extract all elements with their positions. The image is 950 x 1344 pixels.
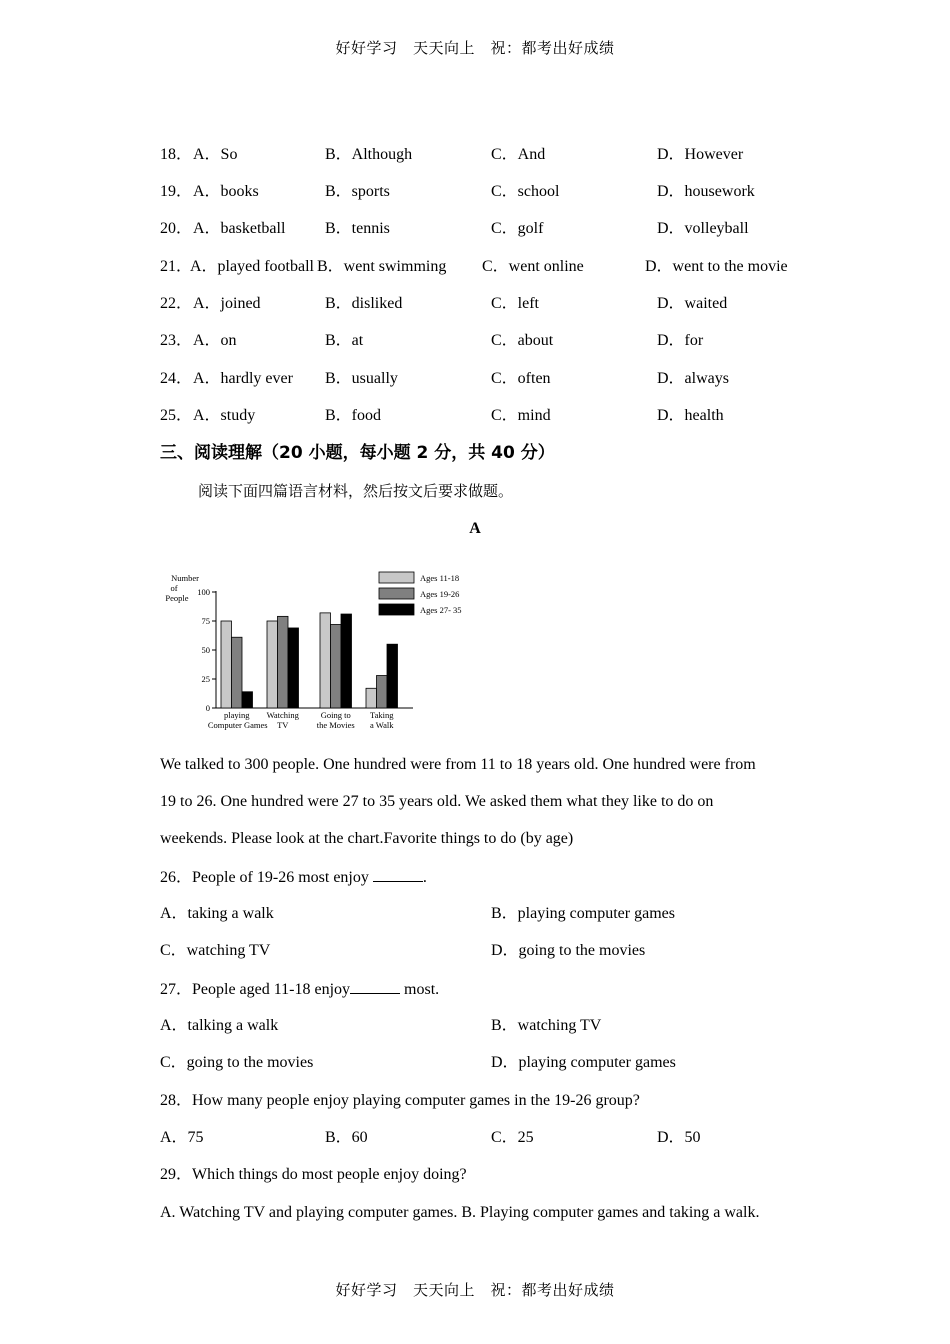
q26-option-d: D．going to the movies <box>491 942 646 959</box>
legend-label: Ages 19-26 <box>420 589 460 599</box>
question-stem: 27．People aged 11-18 enjoy <box>160 981 351 998</box>
x-tick-label: a Walk <box>370 720 394 730</box>
question-stem: 26．People of 19-26 most enjoy <box>160 869 373 886</box>
question-29: 29．Which things do most people enjoy doing? <box>160 1166 467 1183</box>
bar-1-series-2 <box>232 637 243 708</box>
question-number: 23． <box>160 332 193 349</box>
cloze-row-25 <box>160 406 800 426</box>
option-a: A．hardly ever <box>193 370 293 387</box>
option-d: D．always <box>657 370 729 387</box>
cloze-row-24 <box>160 369 800 389</box>
bar-1-series-3 <box>242 692 253 708</box>
question-number: 24． <box>160 370 193 387</box>
y-tick-label: 100 <box>197 587 210 597</box>
legend <box>379 572 462 615</box>
option-b: B．tennis <box>325 220 390 237</box>
legend-swatch <box>379 604 414 615</box>
y-ticks <box>197 587 216 713</box>
q28-option-a: A．75 <box>160 1129 204 1146</box>
option-c: C．school <box>491 183 560 200</box>
option-b: B．usually <box>325 370 398 387</box>
option-a: A．So <box>193 146 238 163</box>
passage-label: A <box>469 520 481 537</box>
option-d: D．However <box>657 146 744 163</box>
option-d: D．waited <box>657 295 728 312</box>
q26-option-b: B．playing computer games <box>491 905 675 922</box>
bar-4-series-3 <box>387 644 398 708</box>
x-tick-label: the Movies <box>316 720 355 730</box>
q27-option-d: D．playing computer games <box>491 1054 676 1071</box>
bars <box>221 613 398 708</box>
y-axis-label-line: of <box>170 583 178 593</box>
bar-1-series-1 <box>221 621 232 708</box>
q27-option-b: B．watching TV <box>491 1017 602 1034</box>
q27-option-c: C．going to the movies <box>160 1054 314 1071</box>
option-b: B．went swimming <box>317 258 447 275</box>
question-number: 21． <box>160 258 193 275</box>
q26-option-c: C．watching TV <box>160 942 271 959</box>
option-b: B．Although <box>325 146 413 163</box>
cloze-row-22 <box>160 294 800 314</box>
bar-3-series-3 <box>341 614 352 708</box>
q28-option-c: C．25 <box>491 1129 534 1146</box>
question-28: 28．How many people enjoy playing computer games in the 19-26 group? <box>160 1092 640 1109</box>
option-a: A．books <box>193 183 259 200</box>
option-d: D．went to the movie <box>645 258 788 275</box>
question-number: 19． <box>160 183 193 200</box>
x-tick-labels <box>208 710 394 730</box>
bar-2-series-2 <box>278 616 289 708</box>
q27-option-a: A．talking a walk <box>160 1017 279 1034</box>
option-d: D．health <box>657 407 724 424</box>
section-title: 三、阅读理解（20 小题，每小题 2 分，共 40 分） <box>160 443 555 463</box>
question-27 <box>160 979 439 1000</box>
cloze-row-21 <box>160 257 800 277</box>
cloze-row-19 <box>160 182 800 202</box>
option-d: D．housework <box>657 183 755 200</box>
y-tick-label: 75 <box>201 616 210 626</box>
bar-chart <box>160 566 480 738</box>
question-number: 18． <box>160 146 193 163</box>
option-b: B．sports <box>325 183 390 200</box>
section-instruction: 阅读下面四篇语言材料，然后按文后要求做题。 <box>198 482 514 500</box>
option-b: B．disliked <box>325 295 403 312</box>
page-footer: 好好学习 天天向上 祝：都考出好成绩 <box>335 1281 615 1299</box>
x-tick-label: TV <box>277 720 289 730</box>
y-axis-label-line: People <box>165 593 189 603</box>
x-tick-label: Watching <box>266 710 299 720</box>
passage-line: 19 to 26. One hundred were 27 to 35 years old. We asked them what they like to do on <box>160 793 714 810</box>
q28-option-d: D．50 <box>657 1129 701 1146</box>
legend-swatch <box>379 572 414 583</box>
passage-line: weekends. Please look at the chart.Favorite things to do (by age) <box>160 830 574 847</box>
q28-option-b: B．60 <box>325 1129 368 1146</box>
option-a: A．joined <box>193 295 261 312</box>
question-26 <box>160 867 427 888</box>
q26-option-a: A．taking a walk <box>160 905 274 922</box>
question-number: 20． <box>160 220 193 237</box>
question-stem-end: . <box>422 869 427 886</box>
cloze-row-23 <box>160 331 800 351</box>
option-c: C．left <box>491 295 539 312</box>
option-c: C．mind <box>491 407 551 424</box>
y-axis-label-line: Number <box>171 573 199 583</box>
option-d: D．for <box>657 332 704 349</box>
x-tick-label: Computer Games <box>207 720 268 730</box>
bar-3-series-2 <box>331 624 342 708</box>
y-axis-label <box>165 573 199 603</box>
option-a: A．basketball <box>193 220 286 237</box>
bar-2-series-1 <box>267 621 278 708</box>
bar-3-series-1 <box>320 613 331 708</box>
q29-options: A. Watching TV and playing computer games. B. Playing computer games and taking a walk. <box>160 1204 760 1221</box>
bar-4-series-2 <box>377 676 388 708</box>
x-tick-label: playing <box>224 710 250 720</box>
legend-label: Ages 11-18 <box>420 573 460 583</box>
page-header: 好好学习 天天向上 祝：都考出好成绩 <box>335 39 615 57</box>
x-tick-label: Taking <box>370 710 394 720</box>
answer-blank <box>350 979 400 994</box>
option-d: D．volleyball <box>657 220 749 237</box>
y-tick-label: 0 <box>205 703 210 713</box>
option-c: C．about <box>491 332 554 349</box>
legend-label: Ages 27- 35 <box>420 605 462 615</box>
cloze-row-18 <box>160 145 800 165</box>
option-c: C．And <box>491 146 546 163</box>
y-tick-label: 50 <box>201 645 210 655</box>
passage-line: We talked to 300 people. One hundred were from 11 to 18 years old. One hundred were from <box>160 756 756 773</box>
bar-2-series-3 <box>288 628 299 708</box>
x-tick-label: Going to <box>320 710 351 720</box>
option-b: B．at <box>325 332 364 349</box>
legend-swatch <box>379 588 414 599</box>
option-c: C．often <box>491 370 551 387</box>
cloze-row-20 <box>160 219 800 239</box>
answer-blank <box>373 867 423 882</box>
option-c: C．golf <box>491 220 544 237</box>
option-b: B．food <box>325 407 382 424</box>
y-tick-label: 25 <box>201 674 210 684</box>
option-c: C．went online <box>482 258 584 275</box>
option-a: A．played football <box>190 258 314 275</box>
option-a: A．study <box>193 407 256 424</box>
bar-4-series-1 <box>366 688 377 708</box>
question-stem-end: most. <box>400 981 440 998</box>
question-number: 25． <box>160 407 193 424</box>
question-number: 22． <box>160 295 193 312</box>
option-a: A．on <box>193 332 237 349</box>
